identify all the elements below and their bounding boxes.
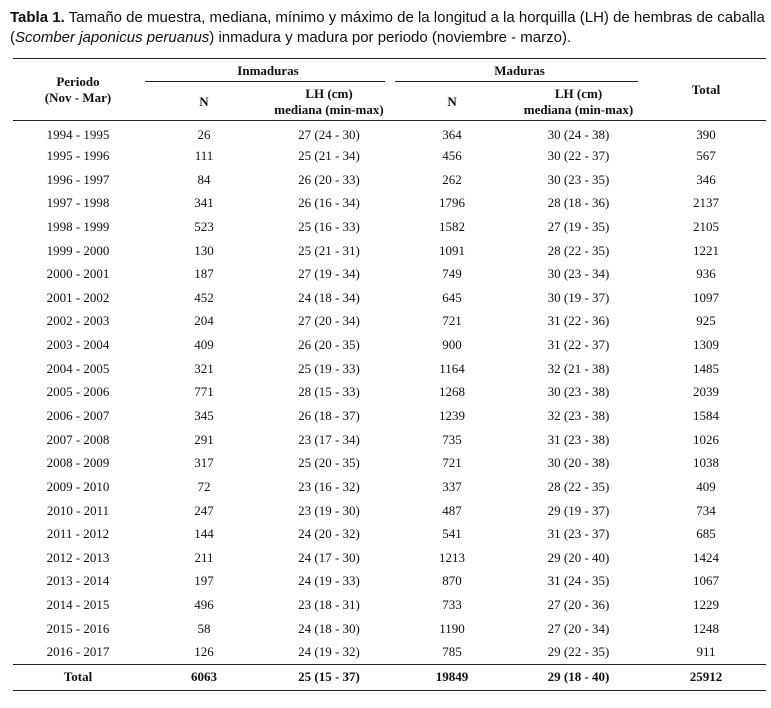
header-lh-immature (265, 84, 393, 121)
lh-mature-cell: 31 (24 - 35) (547, 573, 610, 589)
lh-mature-cell: 31 (22 - 37) (547, 337, 610, 353)
total-cell: 1309 (693, 337, 720, 353)
total-cell: 2105 (693, 218, 720, 234)
n-mature-cell: 735 (442, 431, 462, 447)
lh-mature-cell: 29 (22 - 35) (547, 644, 610, 660)
n-immature-cell: 26 (197, 126, 211, 142)
total-cell: 1026 (693, 431, 720, 447)
n-mature-cell: 1091 (439, 242, 466, 258)
lh-immature-cell: 23 (18 - 31) (298, 597, 360, 613)
header-group-mature-rule (395, 81, 638, 82)
n-immature-cell: 211 (194, 549, 214, 565)
n-mature-cell: 1164 (439, 360, 465, 376)
table-row (13, 546, 766, 570)
n-mature-cell: 785 (442, 644, 462, 660)
lh-mature-cell: 32 (23 - 38) (547, 408, 610, 423)
period-cell: 2000 - 2001 (46, 266, 110, 282)
caption-text-before: Tamaño de muestra, mediana, mínimo y máximo de la longitud a la horquilla (LH) de hembras de caballa ( (10, 9, 765, 46)
table-row (13, 617, 766, 641)
total-cell: 911 (696, 644, 716, 660)
total-cell: 390 (696, 126, 716, 142)
period-cell: 2002 - 2003 (46, 313, 110, 329)
header-period-line1: Periodo (56, 73, 100, 89)
lh-immature-cell: 25 (21 - 34) (298, 147, 360, 163)
header-lh-mature-line1: LH (cm) (554, 85, 603, 101)
lh-immature-cell: 23 (19 - 30) (298, 502, 360, 518)
table-row (13, 357, 766, 381)
n-mature-cell: 1213 (439, 549, 466, 565)
n-immature-cell: 72 (197, 478, 211, 494)
period-cell: 2011 - 2012 (46, 526, 110, 542)
lh-mature-cell: 30 (19 - 37) (547, 289, 610, 305)
n-mature-cell: 541 (442, 526, 462, 542)
period-cell: 2015 - 2016 (46, 620, 110, 636)
total-cell: 936 (696, 266, 716, 282)
lh-mature-cell: 28 (18 - 36) (547, 195, 610, 211)
table-row (13, 121, 766, 145)
lh-immature-cell: 26 (16 - 34) (298, 195, 360, 211)
total-lh-immature-cell: 25 (15 - 37) (265, 664, 393, 690)
period-cell: 2007 - 2008 (46, 431, 110, 447)
n-mature-cell: 870 (442, 573, 462, 589)
lh-immature-cell: 24 (17 - 30) (298, 549, 360, 565)
period-cell: 1996 - 1997 (46, 171, 110, 187)
lh-immature-cell: 26 (20 - 33) (298, 171, 360, 187)
n-immature-cell: 144 (194, 526, 214, 542)
lh-mature-cell: 30 (20 - 38) (547, 455, 610, 471)
period-cell: 2001 - 2002 (46, 289, 110, 305)
period-cell: 1999 - 2000 (46, 242, 110, 258)
lh-mature-cell: 29 (20 - 40) (547, 549, 610, 565)
table-row (13, 262, 766, 286)
lh-mature-cell: 31 (23 - 37) (547, 526, 610, 542)
table-header (13, 59, 766, 121)
header-period (13, 59, 143, 121)
period-cell: 2008 - 2009 (46, 455, 110, 471)
n-mature-cell: 456 (442, 147, 462, 163)
n-immature-cell: 345 (194, 408, 214, 423)
table-row (13, 191, 766, 215)
n-mature-cell: 645 (442, 289, 462, 305)
table-row (13, 381, 766, 405)
period-cell: 2003 - 2004 (46, 337, 110, 353)
n-mature-cell: 1268 (439, 384, 466, 400)
total-cell: 1097 (693, 289, 720, 305)
table-row (13, 215, 766, 239)
total-cell: 1221 (693, 242, 720, 258)
table-body (13, 121, 766, 665)
lh-mature-cell: 27 (20 - 34) (547, 620, 610, 636)
header-group-mature (393, 59, 646, 84)
header-lh-immature-line1: LH (cm) (305, 85, 353, 101)
lh-immature-cell: 23 (17 - 34) (298, 431, 360, 447)
total-cell: 1229 (693, 597, 720, 613)
header-lh-immature-line2: mediana (min-max) (274, 101, 384, 117)
header-n-mature: N (393, 84, 511, 121)
table-row (13, 404, 766, 428)
period-cell: 1995 - 1996 (46, 147, 110, 163)
n-mature-cell: 1582 (439, 218, 466, 234)
total-lh-mature-cell: 29 (18 - 40) (511, 664, 646, 690)
n-mature-cell: 337 (442, 478, 462, 494)
lh-immature-cell: 27 (20 - 34) (298, 313, 360, 329)
n-immature-cell: 204 (194, 313, 214, 329)
lh-immature-cell: 23 (16 - 32) (298, 478, 360, 494)
lh-immature-cell: 24 (20 - 32) (298, 526, 360, 542)
header-period-line2: (Nov - Mar) (44, 89, 112, 105)
n-immature-cell: 341 (194, 195, 214, 211)
caption-label: Tabla 1. (10, 9, 65, 26)
total-label-cell: Total (13, 664, 143, 690)
lh-immature-cell: 25 (19 - 33) (298, 360, 360, 376)
n-mature-cell: 900 (442, 337, 462, 353)
n-immature-cell: 523 (194, 218, 214, 234)
table-footer (13, 664, 766, 690)
lh-immature-cell: 26 (20 - 35) (298, 337, 360, 353)
n-immature-cell: 317 (194, 455, 214, 471)
header-lh-mature (511, 84, 646, 121)
n-mature-cell: 1796 (439, 195, 466, 211)
table-row (13, 144, 766, 168)
lh-immature-cell: 25 (20 - 35) (298, 455, 360, 471)
n-immature-cell: 247 (194, 502, 214, 518)
lh-mature-cell: 31 (23 - 38) (547, 431, 610, 447)
table-row (13, 239, 766, 263)
n-immature-cell: 771 (194, 384, 214, 400)
table-row (13, 333, 766, 357)
lh-mature-cell: 30 (23 - 35) (547, 171, 610, 187)
period-cell: 2012 - 2013 (46, 549, 110, 565)
data-table (13, 58, 766, 691)
lh-mature-cell: 30 (23 - 34) (547, 266, 610, 282)
table-row (13, 570, 766, 594)
lh-mature-cell: 30 (24 - 38) (547, 126, 610, 142)
header-total: Total (646, 59, 766, 121)
n-immature-cell: 409 (194, 337, 214, 353)
lh-mature-cell: 30 (23 - 38) (547, 384, 610, 400)
header-group-mature-label: Maduras (494, 63, 545, 79)
period-cell: 2016 - 2017 (46, 644, 110, 660)
lh-immature-cell: 27 (24 - 30) (298, 126, 360, 142)
n-mature-cell: 487 (442, 502, 462, 518)
period-cell: 2006 - 2007 (46, 408, 110, 423)
total-cell: 346 (696, 171, 716, 187)
table-row (13, 168, 766, 192)
lh-immature-cell: 25 (21 - 31) (298, 242, 360, 258)
lh-immature-cell: 27 (19 - 34) (298, 266, 360, 282)
lh-immature-cell: 26 (18 - 37) (298, 408, 360, 423)
table-row (13, 286, 766, 310)
lh-immature-cell: 28 (15 - 33) (298, 384, 360, 400)
lh-mature-cell: 32 (21 - 38) (547, 360, 610, 376)
caption-species: Scomber japonicus peruanus (15, 29, 210, 46)
header-group-immature-rule (145, 81, 385, 82)
total-cell: 567 (696, 147, 716, 163)
n-mature-cell: 1239 (439, 408, 466, 423)
n-mature-cell: 749 (442, 266, 462, 282)
table-row (13, 499, 766, 523)
total-cell: 1584 (693, 408, 720, 423)
header-group-immature-label: Inmaduras (237, 63, 299, 79)
total-n-immature-cell: 6063 (143, 664, 265, 690)
lh-immature-cell: 24 (18 - 30) (298, 620, 360, 636)
table-row (13, 310, 766, 334)
lh-mature-cell: 31 (22 - 36) (547, 313, 610, 329)
table-row (13, 593, 766, 617)
period-cell: 2013 - 2014 (46, 573, 110, 589)
total-cell: 734 (696, 502, 716, 518)
total-cell: 1248 (693, 620, 720, 636)
lh-immature-cell: 24 (19 - 32) (298, 644, 360, 660)
n-immature-cell: 130 (194, 242, 214, 258)
period-cell: 1998 - 1999 (46, 218, 110, 234)
table-row (13, 451, 766, 475)
n-immature-cell: 126 (194, 644, 214, 660)
n-immature-cell: 291 (194, 431, 214, 447)
lh-immature-cell: 24 (18 - 34) (298, 289, 360, 305)
total-row (13, 664, 766, 690)
total-cell: 1067 (693, 573, 720, 589)
lh-immature-cell: 25 (16 - 33) (298, 218, 360, 234)
n-immature-cell: 321 (194, 360, 214, 376)
n-mature-cell: 733 (442, 597, 462, 613)
table-caption (10, 8, 770, 48)
total-cell: 1485 (693, 360, 720, 376)
n-mature-cell: 364 (442, 126, 462, 142)
header-lh-mature-line2: mediana (min-max) (523, 101, 634, 117)
caption-text-after: ) inmadura y madura por periodo (noviembre - marzo). (209, 29, 572, 46)
n-immature-cell: 197 (194, 573, 214, 589)
header-n-immature: N (143, 84, 265, 121)
n-immature-cell: 496 (194, 597, 214, 613)
n-mature-cell: 1190 (439, 620, 465, 636)
period-cell: 1994 - 1995 (46, 126, 110, 142)
n-immature-cell: 452 (194, 289, 214, 305)
total-total-cell: 25912 (646, 664, 766, 690)
total-cell: 2137 (693, 195, 720, 211)
lh-mature-cell: 28 (22 - 35) (547, 478, 610, 494)
total-cell: 409 (696, 478, 716, 494)
n-mature-cell: 721 (442, 313, 462, 329)
period-cell: 2005 - 2006 (46, 384, 110, 400)
total-cell: 925 (696, 313, 716, 329)
table-row (13, 428, 766, 452)
lh-mature-cell: 27 (19 - 35) (547, 218, 610, 234)
table-row (13, 475, 766, 499)
period-cell: 2009 - 2010 (46, 478, 110, 494)
n-mature-cell: 262 (442, 171, 462, 187)
n-immature-cell: 111 (194, 147, 214, 163)
period-cell: 2014 - 2015 (46, 597, 110, 613)
n-mature-cell: 721 (442, 455, 462, 471)
table-row (13, 522, 766, 546)
lh-mature-cell: 29 (19 - 37) (547, 502, 610, 518)
lh-mature-cell: 28 (22 - 35) (547, 242, 610, 258)
header-group-immature (143, 59, 393, 84)
total-cell: 1424 (693, 549, 720, 565)
lh-mature-cell: 27 (20 - 36) (547, 597, 610, 613)
total-cell: 685 (696, 526, 716, 542)
period-cell: 2004 - 2005 (46, 360, 110, 376)
n-immature-cell: 58 (197, 620, 211, 636)
total-cell: 2039 (693, 384, 720, 400)
lh-mature-cell: 30 (22 - 37) (547, 147, 610, 163)
n-immature-cell: 84 (197, 171, 211, 187)
total-n-mature-cell: 19849 (393, 664, 511, 690)
total-cell: 1038 (693, 455, 720, 471)
n-immature-cell: 187 (194, 266, 214, 282)
period-cell: 1997 - 1998 (46, 195, 110, 211)
lh-immature-cell: 24 (19 - 33) (298, 573, 360, 589)
period-cell: 2010 - 2011 (46, 502, 110, 518)
table-row (13, 641, 766, 665)
